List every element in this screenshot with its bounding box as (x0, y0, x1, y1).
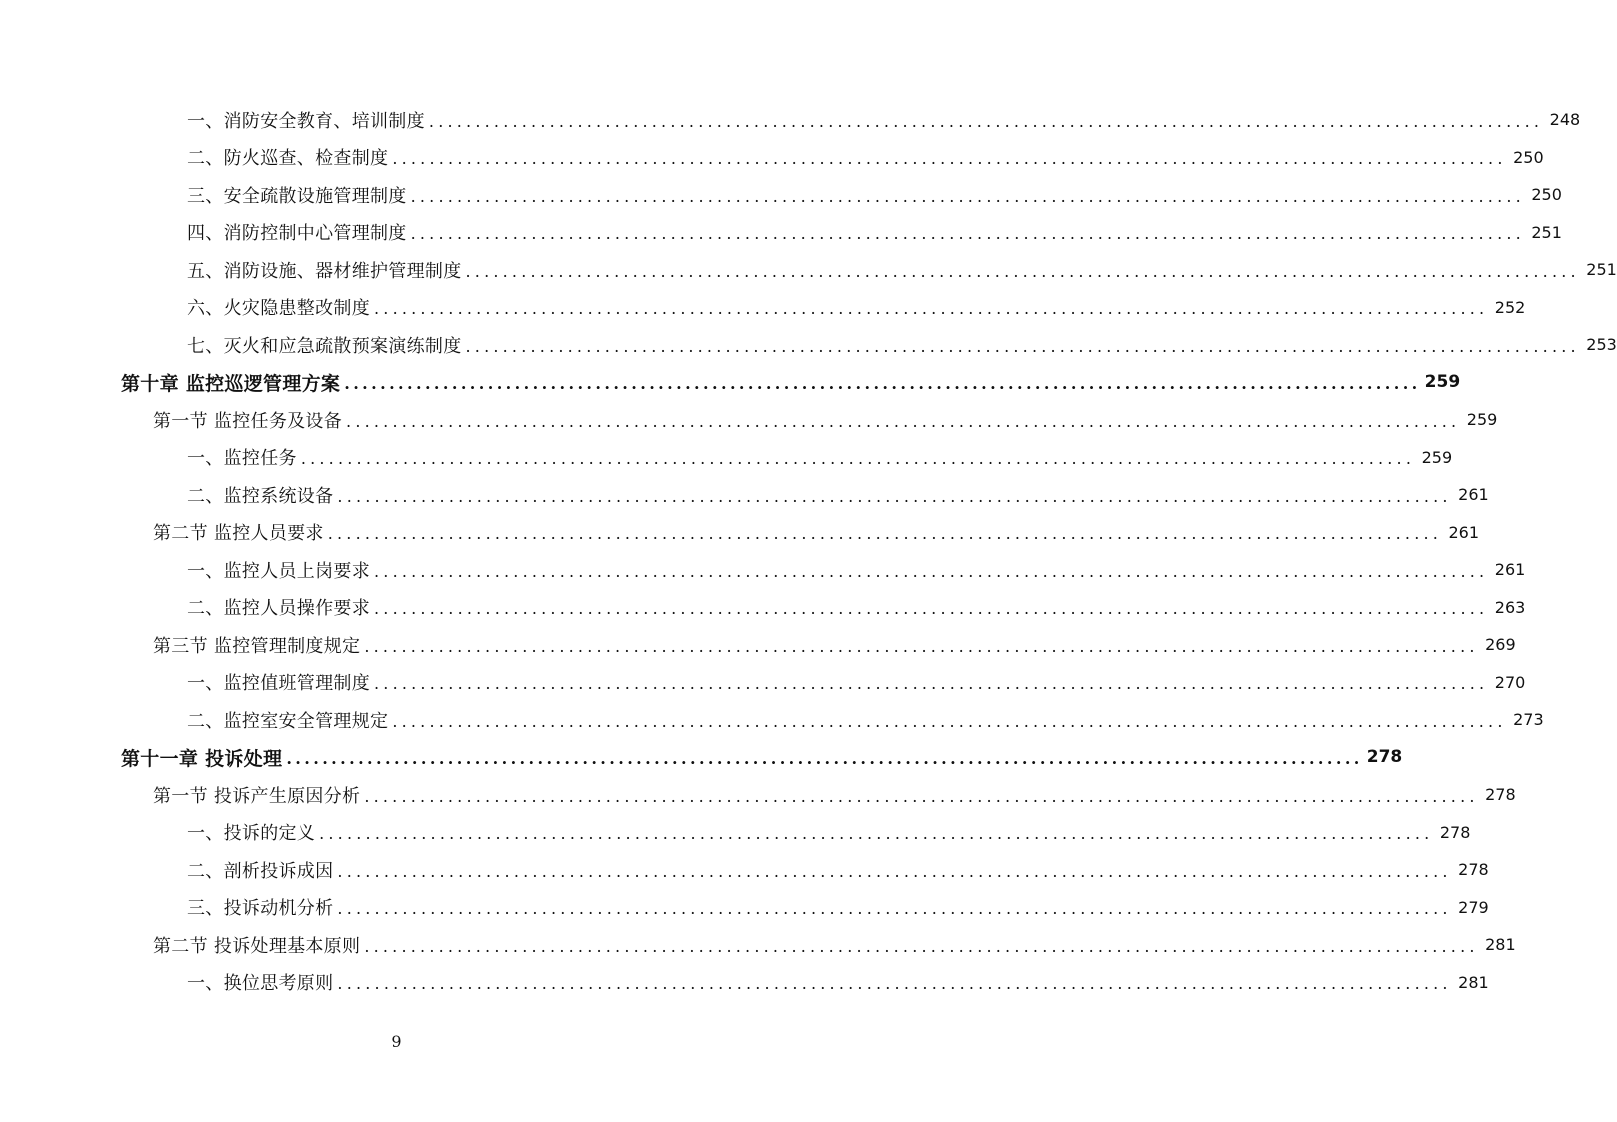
toc-section-entry[interactable] (0, 926, 1516, 964)
toc-dot-leader: ........................................................................................................................ (410, 186, 1525, 206)
toc-entry-title: 第二节 投诉处理基本原则 (153, 935, 361, 957)
toc-chapter-entry[interactable] (0, 739, 1403, 777)
toc-dot-leader: ........................................................................................................................ (286, 749, 1363, 769)
toc-dot-leader: ........................................................................................................................ (364, 786, 1479, 806)
toc-dot-leader: ........................................................................................................................ (364, 636, 1479, 656)
toc-entry-page: 270 (1494, 672, 1526, 692)
table-of-contents (0, 101, 1617, 1001)
toc-entry-page: 279 (1458, 897, 1489, 917)
toc-section-entry[interactable] (0, 401, 1498, 439)
toc-subsection-entry[interactable] (0, 176, 1562, 214)
toc-entry-page: 248 (1549, 110, 1581, 130)
toc-entry-page: 281 (1485, 935, 1516, 955)
toc-dot-leader: ........................................................................................................................ (428, 111, 1544, 131)
toc-dot-leader: ........................................................................................................................ (392, 149, 1507, 169)
toc-subsection-entry[interactable] (0, 664, 1526, 702)
toc-dot-leader: ........................................................................................................................ (337, 899, 1452, 919)
toc-subsection-entry[interactable] (0, 814, 1471, 852)
toc-subsection-entry[interactable] (0, 964, 1489, 1002)
toc-entry-title: 第十一章 投诉处理 (121, 747, 283, 770)
toc-entry-page: 251 (1586, 260, 1617, 280)
toc-subsection-entry[interactable] (0, 851, 1489, 889)
toc-subsection-entry[interactable] (0, 214, 1562, 252)
toc-dot-leader: ........................................................................................................................ (337, 974, 1452, 994)
toc-dot-leader: ........................................................................................................................ (392, 711, 1507, 731)
toc-subsection-entry[interactable] (0, 589, 1526, 627)
toc-subsection-entry[interactable] (0, 289, 1526, 327)
toc-entry-title: 二、防火巡查、检查制度 (187, 148, 389, 170)
toc-entry-page: 278 (1458, 860, 1489, 880)
toc-entry-title: 二、监控人员操作要求 (187, 598, 370, 620)
toc-entry-title: 二、监控系统设备 (187, 485, 334, 507)
toc-dot-leader: ........................................................................................................................ (337, 486, 1452, 506)
toc-entry-page: 261 (1448, 522, 1480, 542)
toc-dot-leader: ........................................................................................................................ (465, 261, 1580, 281)
toc-entry-title: 五、消防设施、器材维护管理制度 (187, 260, 462, 282)
toc-dot-leader: ........................................................................................................................ (319, 824, 1434, 844)
toc-entry-title: 一、换位思考原则 (187, 973, 334, 995)
toc-dot-leader: ........................................................................................................................ (337, 861, 1452, 881)
toc-entry-title: 第一节 监控任务及设备 (153, 410, 343, 432)
toc-dot-leader: ........................................................................................................................ (465, 336, 1580, 356)
toc-entry-page: 250 (1531, 185, 1562, 205)
toc-subsection-entry[interactable] (0, 476, 1489, 514)
page-number: 9 (391, 1032, 402, 1051)
toc-subsection-entry[interactable] (0, 439, 1453, 477)
toc-entry-title: 一、监控人员上岗要求 (187, 560, 370, 582)
toc-subsection-entry[interactable] (0, 551, 1526, 589)
toc-entry-title: 三、安全疏散设施管理制度 (187, 185, 407, 207)
toc-entry-title: 六、火灾隐患整改制度 (187, 298, 370, 320)
toc-subsection-entry[interactable] (0, 101, 1581, 139)
toc-entry-page: 269 (1485, 635, 1516, 655)
toc-entry-title: 一、监控值班管理制度 (187, 673, 370, 695)
toc-subsection-entry[interactable] (0, 326, 1617, 364)
toc-entry-page: 251 (1531, 222, 1562, 242)
toc-entry-title: 七、灭火和应急疏散预案演练制度 (187, 335, 462, 357)
toc-entry-title: 二、监控室安全管理规定 (187, 710, 389, 732)
toc-dot-leader: ........................................................................................................................ (327, 524, 1443, 544)
toc-dot-leader: ........................................................................................................................ (300, 449, 1416, 469)
toc-dot-leader: ........................................................................................................................ (364, 936, 1479, 956)
toc-entry-title: 一、投诉的定义 (187, 823, 316, 845)
toc-entry-page: 261 (1458, 485, 1489, 505)
toc-entry-page: 278 (1366, 747, 1403, 768)
toc-dot-leader: ........................................................................................................................ (410, 224, 1525, 244)
toc-entry-page: 250 (1513, 147, 1544, 167)
toc-dot-leader: ........................................................................................................................ (374, 674, 1489, 694)
toc-entry-title: 一、监控任务 (187, 448, 297, 470)
toc-section-entry[interactable] (0, 776, 1516, 814)
toc-entry-page: 252 (1494, 297, 1526, 317)
toc-entry-title: 第一节 投诉产生原因分析 (153, 785, 361, 807)
toc-subsection-entry[interactable] (0, 139, 1544, 177)
toc-entry-page: 259 (1424, 372, 1461, 393)
toc-section-entry[interactable] (0, 626, 1516, 664)
toc-subsection-entry[interactable] (0, 701, 1544, 739)
toc-entry-title: 二、剖析投诉成因 (187, 860, 334, 882)
toc-subsection-entry[interactable] (0, 889, 1489, 927)
toc-entry-title: 第三节 监控管理制度规定 (153, 635, 361, 657)
toc-entry-title: 第十章 监控巡逻管理方案 (121, 372, 341, 395)
toc-entry-page: 253 (1586, 335, 1617, 355)
toc-entry-page: 278 (1485, 785, 1516, 805)
toc-section-entry[interactable] (0, 514, 1480, 552)
toc-entry-page: 259 (1421, 447, 1453, 467)
toc-entry-page: 273 (1513, 710, 1544, 730)
toc-dot-leader: ........................................................................................................................ (374, 599, 1489, 619)
toc-entry-title: 四、消防控制中心管理制度 (187, 223, 407, 245)
toc-dot-leader: ........................................................................................................................ (344, 374, 1421, 394)
toc-entry-page: 281 (1458, 972, 1489, 992)
toc-dot-leader: ........................................................................................................................ (374, 299, 1489, 319)
toc-entry-title: 三、投诉动机分析 (187, 898, 334, 920)
toc-entry-title: 一、消防安全教育、培训制度 (187, 110, 425, 132)
toc-entry-page: 263 (1494, 597, 1526, 617)
toc-chapter-entry[interactable] (0, 364, 1461, 402)
toc-dot-leader: ........................................................................................................................ (374, 561, 1489, 581)
toc-dot-leader: ........................................................................................................................ (346, 411, 1461, 431)
toc-subsection-entry[interactable] (0, 251, 1617, 289)
toc-entry-page: 261 (1494, 560, 1526, 580)
toc-entry-page: 278 (1439, 822, 1471, 842)
toc-entry-title: 第二节 监控人员要求 (153, 523, 324, 545)
toc-entry-page: 259 (1466, 410, 1498, 430)
